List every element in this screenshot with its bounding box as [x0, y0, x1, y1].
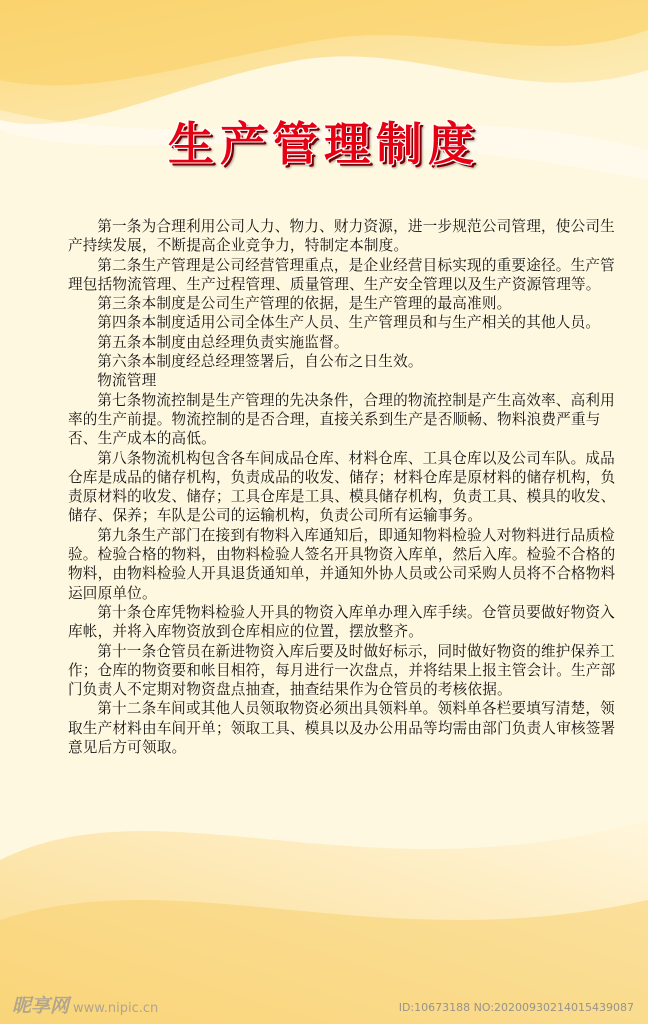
- article-10: 第十条仓库凭物料检验人开具的物资入库单办理入库手续。仓管员要做好物资入库帐，并将入库物资放到仓库相应的位置，摆放整齐。: [68, 603, 615, 641]
- article-11: 第十一条仓管员在新进物资入库后要及时做好标示，同时做好物资的维护保养工作；仓库的物资要和帐目相符，每月进行一次盘点，并将结果上报主管会计。生产部门负责人不定期对物资盘点抽查，抽查结果作为仓管员的考核依据。: [68, 642, 616, 699]
- article-1: 第一条为合理利用公司人力、物力、财力资源，进一步规范公司管理，使公司生产持续发展，不断提高企业竞争力，特制定本制度。: [68, 218, 615, 255]
- article-5: 第五条本制度由总经理负责实施监督。: [97, 333, 349, 351]
- watermark-logo-text: 昵享网: [12, 995, 70, 1017]
- article-3: 第三条本制度是公司生产管理的依据，是生产管理的最高准则。: [97, 295, 512, 313]
- regulation-body: [68, 217, 620, 757]
- article-6: 第六条本制度经总经理签署后，自公布之日生效。: [97, 353, 423, 371]
- article-9: 第九条生产部门在接到有物料入库通知后，即通知物料检验人对物料进行品质检验。检验合格的物料，由物料检验人签名开具物资入库单，然后入库。检验不合格的物料，由物料检验人开具退货通知单，并通知外协人员或公司采购人员将不合格物料运回原单位。: [68, 526, 616, 602]
- article-2: 第二条生产管理是公司经营管理重点，是企业经营目标实现的重要途径。生产管理包括物流管理、生产过程管理、质量管理、生产安全管理以及生产资源管理等。: [68, 256, 615, 293]
- article-12: 第十二条车间或其他人员领取物资必须出具领料单。领料单各栏要填写清楚，领取生产材料由车间开单；领取工具、模具以及办公用品等均需由部门负责人审核签署意见后方可领取。: [68, 700, 616, 757]
- watermark-id: ID:10673188 NO:20200930214015439087: [398, 1001, 634, 1014]
- article-8: 第八条物流机构包含各车间成品仓库、材料仓库、工具仓库以及公司车队。成品仓库是成品的储存机构，负责成品的收发、储存；材料仓库是原材料的储存机构，负责原材料的收发、储存；工具仓库是工具、模具储存机构，负责工具、模具的收发、储存、保养；车队是公司的运输机构，负责公司所有运输事务。: [68, 449, 616, 525]
- section-heading-logistics: 物流管理: [97, 372, 157, 390]
- watermark-logo: [12, 991, 158, 1018]
- watermark-url: www.nipic.cn: [73, 1001, 159, 1016]
- article-7: 第七条物流控制是生产管理的先决条件，合理的物流控制是产生高效率、高利用率的生产前提。物流控制的是否合理，直接关系到生产是否顺畅、物料浪费严重与否、生产成本的高低。: [68, 391, 615, 448]
- page-title: 生产管理制度: [168, 117, 480, 171]
- article-4: 第四条本制度适用公司全体生产人员、生产管理员和与生产相关的其他人员。: [97, 314, 601, 332]
